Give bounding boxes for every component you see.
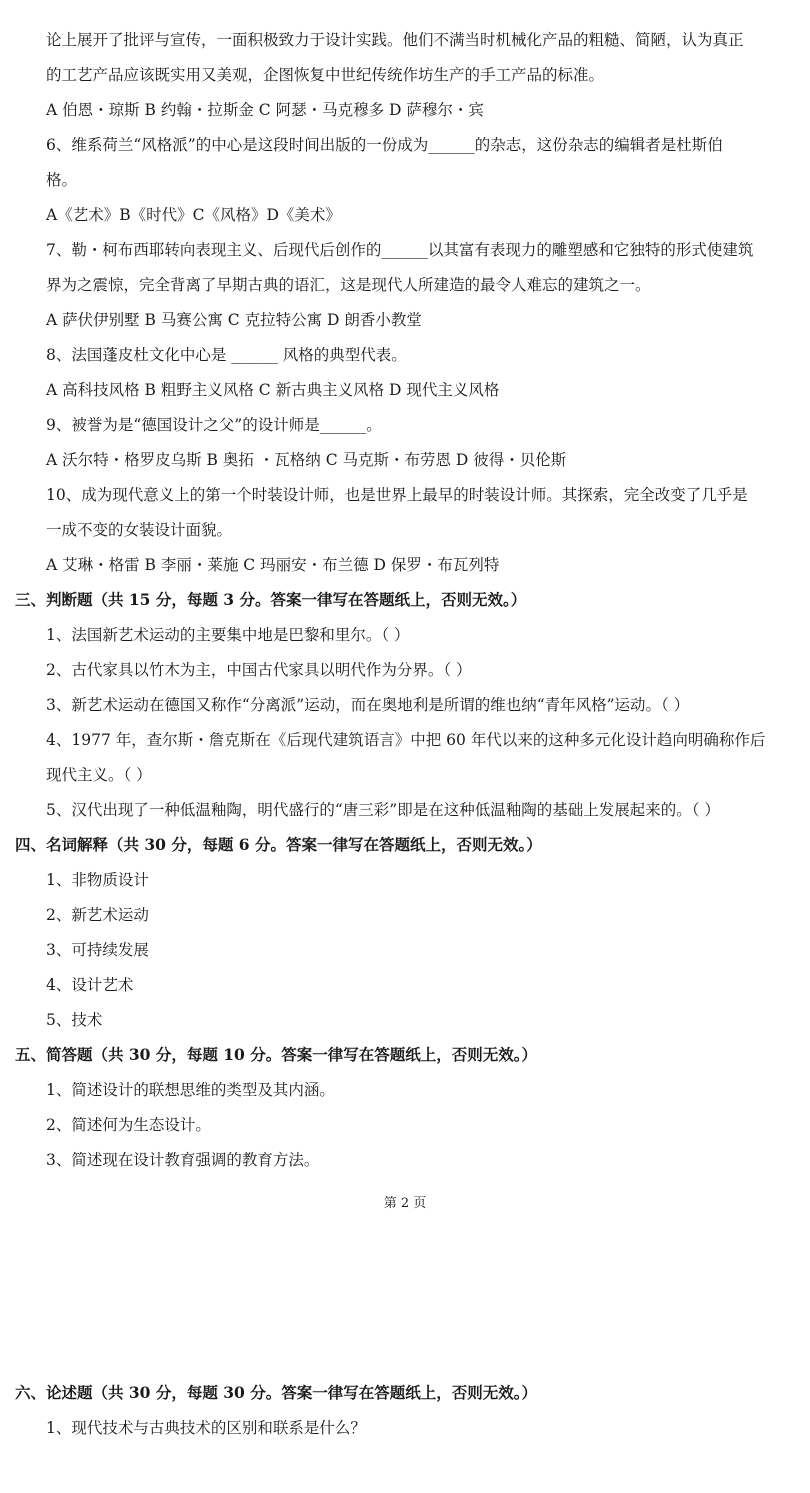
question-7: 7、勒・柯布西耶转向表现主义、后现代后创作的______以其富有表现力的雕塑感和它独特的形式使建筑 — [46, 241, 754, 259]
question-9: 9、被誉为是“德国设计之父”的设计师是______。 — [46, 416, 382, 434]
list-item: 4、1977 年，查尔斯・詹克斯在《后现代建筑语言》中把 60 年代以来的这种多元化设计趋向明确称作后 — [46, 731, 766, 749]
list-item: 1、非物质设计 — [46, 871, 149, 889]
text-line: 的工艺产品应该既实用又美观，企图恢复中世纪传统作坊生产的手工产品的标准。 — [46, 66, 605, 84]
section-title: 五、简答题（共 30 分，每题 10 分。答案一律写在答题纸上，否则无效。） — [15, 1045, 537, 1064]
options-line: A《艺术》B《时代》C《风格》D《美术》 — [46, 206, 341, 224]
list-item: 2、古代家具以竹木为主，中国古代家具以明代作为分界。（ ） — [46, 661, 472, 679]
options-line: A 艾琳・格雷 B 李丽・莱施 C 玛丽安・布兰德 D 保罗・布瓦列特 — [46, 556, 500, 574]
section-title: 六、论述题（共 30 分，每题 30 分。答案一律写在答题纸上，否则无效。） — [15, 1383, 537, 1402]
options-line: A 高科技风格 B 粗野主义风格 C 新古典主义风格 D 现代主义风格 — [46, 381, 500, 399]
list-item: 1、法国新艺术运动的主要集中地是巴黎和里尔。（ ） — [46, 626, 410, 644]
list-item: 5、汉代出现了一种低温釉陶，明代盛行的“唐三彩”即是在这种低温釉陶的基础上发展起来的。（ ） — [46, 801, 720, 819]
options-line: A 萨伏伊别墅 B 马赛公寓 C 克拉特公寓 D 朗香小教堂 — [46, 311, 422, 329]
question-8: 8、法国蓬皮杜文化中心是 ______ 风格的典型代表。 — [46, 346, 407, 364]
question-6: 6、维系荷兰“风格派”的中心是这段时间出版的一份成为______的杂志，这份杂志的编辑者是杜斯伯 — [46, 136, 723, 154]
options-line: A 伯恩・琼斯 B 约翰・拉斯金 C 阿瑟・马克穆多 D 萨穆尔・宾 — [46, 101, 484, 119]
question-7-cont: 界为之震惊，完全背离了早期古典的语汇，这是现代人所建造的最令人难忘的建筑之一。 — [46, 276, 651, 294]
list-item: 1、简述设计的联想思维的类型及其内涵。 — [46, 1081, 335, 1099]
list-item: 5、技术 — [46, 1011, 103, 1029]
section-title: 三、判断题（共 15 分，每题 3 分。答案一律写在答题纸上，否则无效。） — [15, 590, 527, 609]
question-6-cont: 格。 — [46, 171, 78, 189]
options-line: A 沃尔特・格罗皮乌斯 B 奥拓 ・瓦格纳 C 马克斯・布劳恩 D 彼得・贝伦斯 — [46, 451, 567, 469]
text-line: 论上展开了批评与宣传，一面积极致力于设计实践。他们不满当时机械化产品的粗糙、简陋，认为真正 — [46, 31, 744, 49]
list-item: 2、简述何为生态设计。 — [46, 1116, 211, 1134]
question-10: 10、成为现代意义上的第一个时装设计师，也是世界上最早的时装设计师。其探索，完全改变了几乎是 — [46, 486, 748, 504]
list-item-cont: 现代主义。（ ） — [46, 766, 152, 784]
list-item: 3、简述现在设计教育强调的教育方法。 — [46, 1151, 320, 1169]
list-item: 4、设计艺术 — [46, 976, 134, 994]
list-item: 3、可持续发展 — [46, 941, 149, 959]
page-number: 第 2 页 — [383, 1196, 427, 1211]
question-10-cont: 一成不变的女装设计面貌。 — [46, 521, 233, 539]
list-item: 2、新艺术运动 — [46, 906, 149, 924]
list-item: 3、新艺术运动在德国又称作“分离派”运动，而在奥地利是所谓的维也纳“青年风格”运动。（ ） — [46, 696, 690, 714]
section-title: 四、名词解释（共 30 分，每题 6 分。答案一律写在答题纸上，否则无效。） — [15, 835, 542, 854]
list-item: 1、现代技术与古典技术的区别和联系是什么？ — [46, 1419, 366, 1437]
